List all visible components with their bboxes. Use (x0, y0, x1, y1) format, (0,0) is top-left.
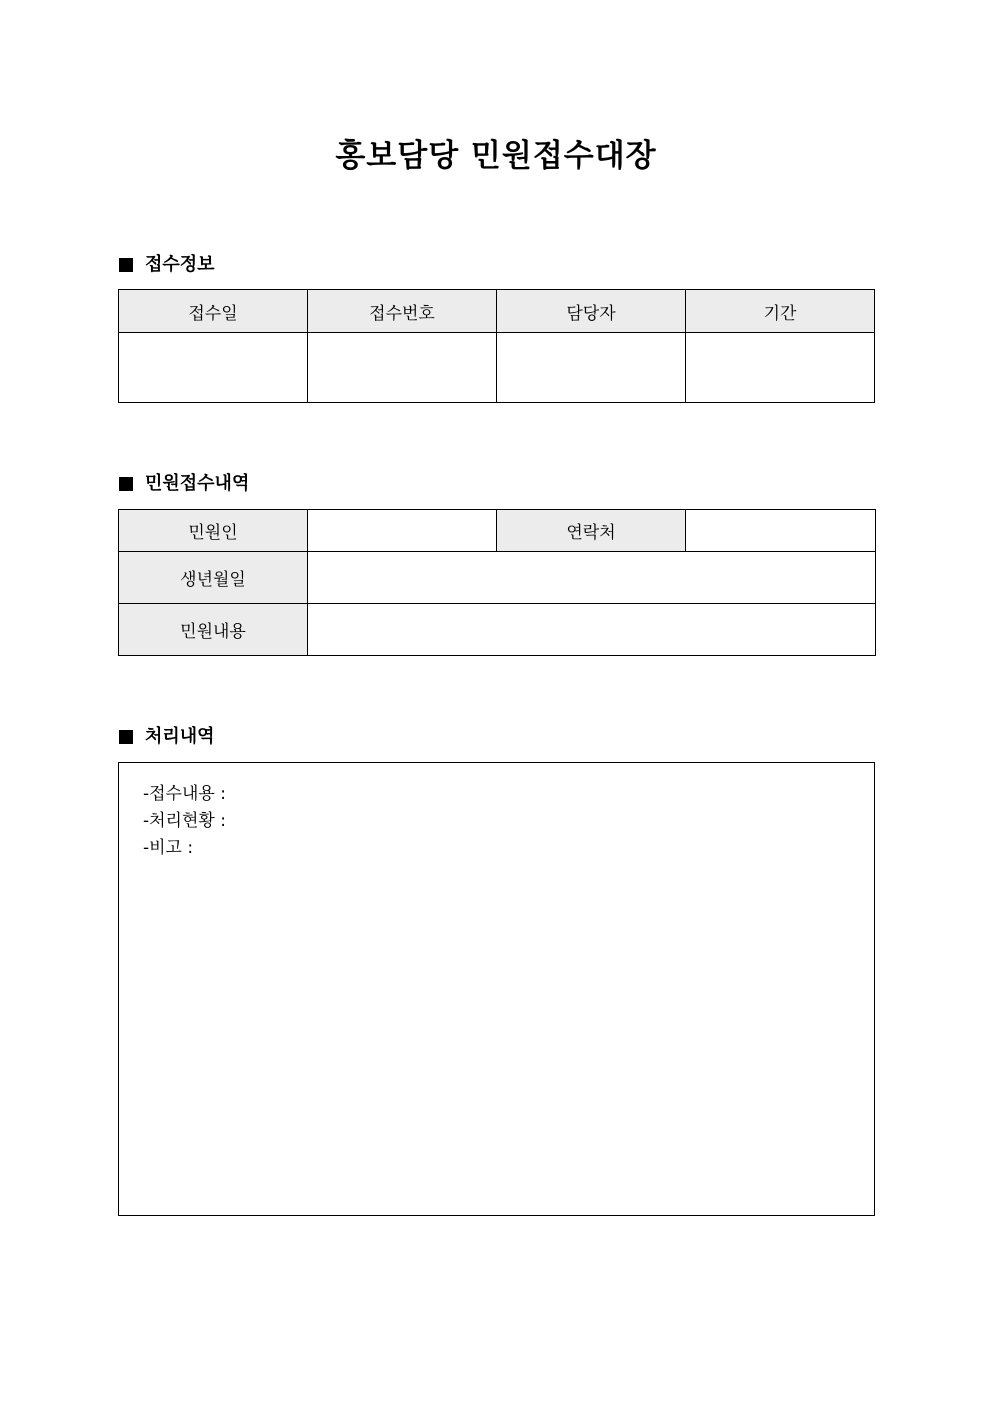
manager-field[interactable] (497, 333, 686, 403)
square-bullet-icon (119, 477, 133, 491)
birthdate-row (119, 552, 876, 604)
complainant-label: 민원인 (119, 510, 308, 552)
complainant-row (119, 510, 876, 552)
reception-number-field[interactable] (308, 333, 497, 403)
processing-lines (143, 781, 226, 862)
square-bullet-icon (119, 258, 133, 272)
reception-number-header: 접수번호 (308, 290, 497, 333)
contact-label: 연락처 (497, 510, 686, 552)
complaint-details-table (118, 509, 876, 656)
section-heading-complaint-details (119, 472, 249, 496)
page-title: 홍보담당 민원접수대장 (335, 138, 657, 174)
complaint-content-field[interactable] (308, 604, 876, 656)
section-heading-processing (119, 725, 215, 749)
processing-status-line: -처리현황 : (143, 811, 226, 831)
section-heading-label: 민원접수내역 (145, 473, 250, 494)
reception-info-header-row (119, 290, 875, 333)
period-header: 기간 (686, 290, 875, 333)
reception-info-table (118, 289, 875, 403)
processing-details-box[interactable] (118, 762, 875, 1216)
reception-date-header: 접수일 (119, 290, 308, 333)
birthdate-label: 생년월일 (119, 552, 308, 604)
reception-date-field[interactable] (119, 333, 308, 403)
complaint-content-label: 민원내용 (119, 604, 308, 656)
square-bullet-icon (119, 730, 133, 744)
period-field[interactable] (686, 333, 875, 403)
section-heading-label: 접수정보 (145, 254, 215, 275)
section-heading-reception-info (119, 253, 215, 277)
section-heading-label: 처리내역 (145, 726, 215, 747)
reception-content-line: -접수내용 : (143, 784, 226, 804)
remarks-line: -비고 : (143, 838, 194, 858)
complainant-field[interactable] (308, 510, 497, 552)
manager-header: 담당자 (497, 290, 686, 333)
complaint-content-row (119, 604, 876, 656)
reception-info-value-row (119, 333, 875, 403)
birthdate-field[interactable] (308, 552, 876, 604)
contact-field[interactable] (686, 510, 876, 552)
